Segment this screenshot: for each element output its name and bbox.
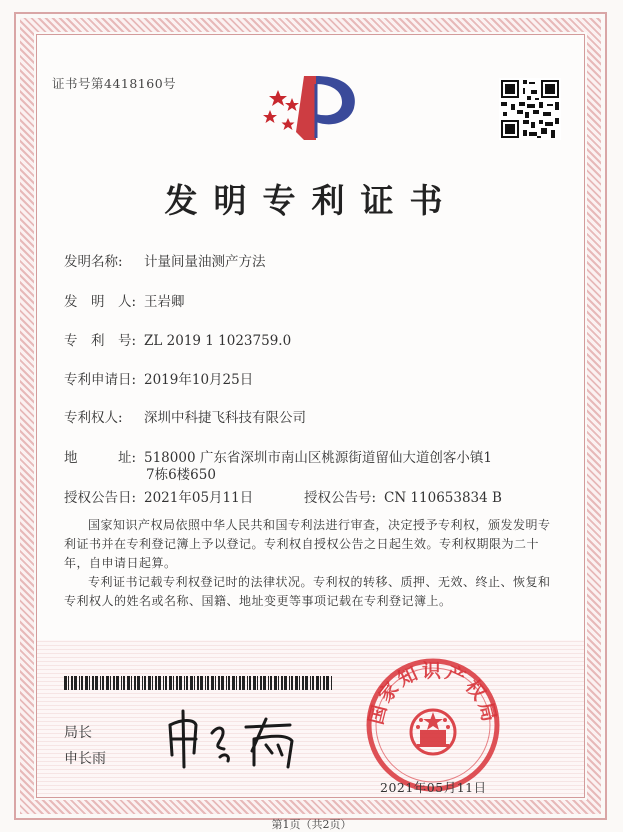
barcode-bar [323, 676, 325, 690]
seal-text: 国家知识产权局 [365, 659, 501, 727]
barcode-bar [106, 676, 109, 690]
barcode-bar [148, 676, 151, 690]
invention-name-field [64, 250, 266, 270]
barcode-bar [142, 676, 143, 690]
address-value-line2: 7栋6楼650 [146, 467, 216, 483]
grant-date-label: 授权公告日: [64, 490, 137, 506]
application-date-value: 2019年10月25日 [144, 372, 254, 388]
barcode-bar [236, 676, 237, 690]
barcode-bar [71, 676, 73, 690]
grant-date-value: 2021年05月11日 [144, 490, 254, 506]
invention-name-label: 发明名称: [64, 254, 123, 270]
patent-number-label: 专 利 号: [64, 333, 137, 349]
barcode-bar [116, 676, 119, 690]
barcode-bar [316, 676, 319, 690]
barcode-bar [260, 676, 262, 690]
barcode-bar [176, 676, 178, 690]
barcode-bar [64, 676, 67, 690]
barcode-bar [144, 676, 146, 690]
patent-number-field [64, 329, 291, 349]
barcode-bar [239, 676, 241, 690]
barcode-bar [85, 676, 88, 690]
barcode-bar [226, 676, 227, 690]
application-date-label: 专利申请日: [64, 372, 137, 388]
barcode-bar [102, 676, 104, 690]
barcode-bar [289, 676, 290, 690]
barcode-icon [64, 676, 334, 690]
inventor-label: 发 明 人: [64, 294, 137, 310]
barcode-bar [123, 676, 125, 690]
barcode-bar [331, 676, 332, 690]
grant-number-field [304, 486, 502, 506]
barcode-bar [263, 676, 266, 690]
barcode-bar [291, 676, 293, 690]
barcode-bar [274, 676, 277, 690]
barcode-bar [131, 676, 132, 690]
barcode-bar [312, 676, 314, 690]
barcode-bar [127, 676, 130, 690]
barcode-bar [228, 676, 230, 690]
barcode-bar [221, 676, 224, 690]
barcode-bar [310, 676, 311, 690]
barcode-bar [326, 676, 329, 690]
barcode-bar [110, 676, 111, 690]
barcode-bar [121, 676, 122, 690]
official-seal-icon [364, 656, 502, 794]
barcode-bar [205, 676, 206, 690]
patentee-field [64, 406, 306, 426]
barcode-bar [158, 676, 161, 690]
barcode-bar [211, 676, 214, 690]
barcode-bar [100, 676, 101, 690]
barcode-bar [169, 676, 172, 690]
grant-date-field [64, 486, 253, 506]
barcode-bar [74, 676, 77, 690]
barcode-bar [295, 676, 298, 690]
barcode-bar [163, 676, 164, 690]
grant-statement-paragraph: 国家知识产权局依照中华人民共和国专利法进行审查，决定授予专利权，颁发发明专利证书并在专利登记簿上予以登记。专利权自授权公告之日起生效。专利权期限为二十年，自申请日起算。 [64, 518, 551, 570]
barcode-bar [268, 676, 269, 690]
address-label: 地 址: [64, 450, 137, 466]
inventor-field [64, 290, 185, 310]
barcode-bar [320, 676, 321, 690]
patentee-value: 深圳中科捷飞科技有限公司 [144, 410, 306, 426]
barcode-bar [179, 676, 182, 690]
barcode-bar [207, 676, 209, 690]
certificate-title: 发明专利证书 [164, 181, 459, 220]
barcode-bar [184, 676, 185, 690]
barcode-bar [305, 676, 308, 690]
barcode-bar [215, 676, 216, 690]
barcode-bar [247, 676, 248, 690]
barcode-bar [257, 676, 258, 690]
barcode-bar [95, 676, 98, 690]
barcode-bar [249, 676, 251, 690]
barcode-bar [197, 676, 199, 690]
barcode-bar [218, 676, 220, 690]
barcode-bar [165, 676, 167, 690]
barcode-bar [242, 676, 245, 690]
issue-date: 2021年05月11日 [380, 780, 487, 795]
barcode-bar [284, 676, 287, 690]
barcode-bar [79, 676, 80, 690]
patentee-label: 专利权人: [64, 410, 123, 426]
grant-number-label: 授权公告号: [304, 490, 377, 506]
barcode-bar [137, 676, 140, 690]
barcode-bar [278, 676, 279, 690]
patent-office-emblem-icon [258, 72, 370, 144]
barcode-bar [186, 676, 188, 690]
page-number: 第1页（共2页） [271, 818, 352, 831]
grant-number-value: CN 110653834 B [384, 490, 502, 506]
barcode-bar [281, 676, 283, 690]
barcode-bar [270, 676, 272, 690]
barcode-bar [92, 676, 94, 690]
application-date-field [64, 368, 253, 388]
barcode-bar [155, 676, 157, 690]
barcode-bar [68, 676, 69, 690]
barcode-bar [200, 676, 203, 690]
inventor-value: 王岩卿 [144, 294, 185, 310]
director-title: 局长 [64, 725, 92, 741]
barcode-bar [113, 676, 115, 690]
barcode-bar [134, 676, 136, 690]
address-field [64, 446, 492, 466]
barcode-bar [194, 676, 195, 690]
legal-status-paragraph: 专利证书记载专利权登记时的法律状况。专利权的转移、质押、无效、终止、恢复和专利权人的姓名或名称、国籍、地址变更等事项记载在专利登记簿上。 [64, 575, 551, 608]
barcode-bar [232, 676, 235, 690]
barcode-bar [152, 676, 153, 690]
invention-name-value: 计量间量油测产方法 [144, 254, 266, 270]
barcode-bar [81, 676, 83, 690]
barcode-bar [190, 676, 193, 690]
barcode-bar [173, 676, 174, 690]
certificate-number: 证书号第4418160号 [52, 76, 177, 91]
patent-number-value: ZL 2019 1 1023759.0 [144, 333, 292, 349]
barcode-bar [89, 676, 90, 690]
barcode-bar [253, 676, 256, 690]
barcode-bar [302, 676, 304, 690]
barcode-bar [299, 676, 300, 690]
director-name: 申长雨 [64, 751, 106, 767]
qr-code-icon [499, 78, 561, 140]
address-value-line1: 518000 广东省深圳市南山区桃源街道留仙大道创客小镇1 [144, 450, 492, 466]
director-signature [162, 705, 312, 775]
